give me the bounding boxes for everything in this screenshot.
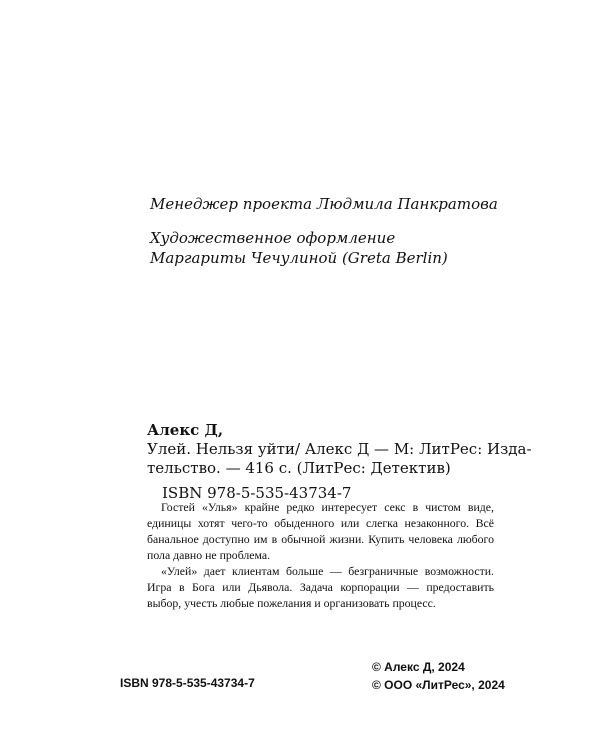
art-design-line-2: Маргариты Чечулиной (Greta Berlin): [150, 249, 448, 267]
art-design-credit: [150, 228, 470, 268]
footer-isbn: ISBN 978-5-535-43734-7: [120, 676, 255, 690]
bibliographic-line-2: тельство. — 416 с. (ЛитРес: Детектив): [147, 459, 451, 477]
project-manager-credit: Менеджер проекта Людмила Панкратова: [150, 195, 498, 213]
copyright-notices: [372, 658, 505, 694]
art-design-line-1: Художественное оформление: [150, 229, 396, 247]
book-annotation: [147, 499, 494, 611]
copyright-publisher: © ООО «ЛитРес», 2024: [372, 678, 505, 692]
bibliographic-line-1: Улей. Нельзя уйти/ Алекс Д — М: ЛитРес: Изда-: [147, 440, 532, 458]
isbn-number: ISBN 978-5-535-43734-7: [162, 484, 352, 502]
author-name: Алекс Д,: [147, 421, 224, 439]
annotation-paragraph-1: Гостей «Улья» крайне редко интересует секс в чистом виде, единицы хотят чего-то обыденного или слегка незаконного. Всё банальное доступно им в обычной жизни. Купить человека любого пола давно не проблема.: [147, 500, 494, 562]
annotation-paragraph-2: «Улей» дает клиентам больше — безграничные возможности. Игра в Бога или Дьявола. Задача корпорации — предоставить выбор, учесть любые пожелания и организовать процесс.: [147, 564, 494, 610]
bibliographic-record: [147, 421, 532, 503]
credits-block: [150, 194, 498, 268]
copyright-author: © Алекс Д, 2024: [372, 660, 465, 674]
